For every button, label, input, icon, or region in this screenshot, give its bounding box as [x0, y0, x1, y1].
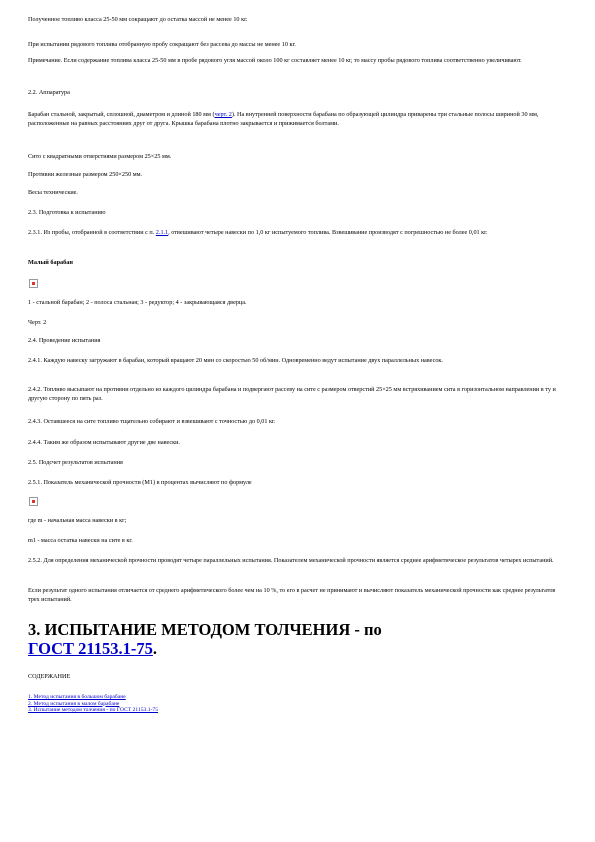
heading-text: 3. ИСПЫТАНИЕ МЕТОДОМ ТОЛЧЕНИЯ - по — [28, 620, 382, 639]
text: , отвешивают четыре навески по 1,0 кг испытуемого топлива. Взвешивание производят с погрешностью не более 0,01 кг. — [168, 229, 488, 236]
note-paragraph: Примечание. Если содержание топлива класса 25-50 мм в пробе рядового угля массой около 100 кг составляет менее 10 кг, то массу пробы рядового топлива соответственно увеличивают. — [28, 57, 522, 64]
paragraph: Сито с квадратными отверстиями размером 25×25 мм. — [28, 153, 172, 160]
paragraph: m1 - масса остатка навески на сите в кг. — [28, 537, 133, 544]
paragraph: 2.4.2. Топливо высыпают на противни отдельно из каждого цилиндра барабана и подвергают рассеву на сите с размером отверстий 25×25 мм встряхиванием сита в горизонтальном направлении в ту и другую сторону по пять раз. — [28, 386, 556, 403]
toc-title: СОДЕРЖАНИЕ — [28, 673, 71, 680]
paragraph: 2.4.3. Оставшееся на сите топливо тщательно собирают и взвешивают с точностью до 0,01 кг. — [28, 418, 276, 425]
text: ). На внутренней поверхности барабана по образующей цилиндра приварены три стальные полосы шириной 30 мм, расположенные на равных расстояниях друг от друга. Крышка барабана плотно закрывается и прижимается болтами. — [28, 111, 539, 128]
paragraph: где m - начальная масса навески в кг; — [28, 517, 127, 524]
text: Барабан стальной, закрытый, сплошной, диаметром и длиной 180 мм ( — [28, 111, 215, 118]
clause-link-2-1-1[interactable]: 2.1.1 — [155, 229, 169, 236]
paragraph: 2.5.2. Для определения механической прочности проводят четыре параллельных испытания. Показателем механической прочности является среднее арифметическое результатов четырех испытаний. — [28, 557, 554, 564]
section-heading-apparatus: 2.2. Аппаратура — [28, 89, 70, 96]
paragraph: При испытании рядового топлива отобранную пробу сокращают без рассева до массы не менее 10 кг. — [28, 41, 296, 48]
paragraph: 2.4.4. Таким же образом испытывают другие две навески. — [28, 439, 180, 446]
broken-image-icon — [29, 497, 38, 506]
paragraph: Весы технические. — [28, 189, 78, 196]
paragraph: Полученное топливо класса 25-50 мм сокращают до остатка массой не менее 10 кг. — [28, 16, 248, 23]
figure-caption: 1 - стальной барабан; 2 - полоса стальная; 3 - редуктор; 4 - закрывающаяся дверца. — [28, 299, 247, 306]
section-heading-results: 2.5. Подсчет результатов испытания — [28, 459, 123, 466]
text: 2.3.1. Из пробы, отобранной в соответствии с п. — [28, 229, 156, 236]
heading-tail: . — [152, 639, 158, 658]
paragraph: 2.4.1. Каждую навеску загружают в барабан, который вращают 20 мин со скоростью 50 об/мин. Одновременно ведут испытание двух параллельных навесок. — [28, 357, 443, 364]
toc-link-section-2[interactable]: 2. Метод испытания в малом барабане — [28, 700, 120, 707]
paragraph-weighing — [28, 228, 558, 237]
toc-link-section-3[interactable]: 3. Испытание методом толчения - по ГОСТ 21153.1-75 — [28, 707, 159, 714]
section-heading-pounding-method — [28, 620, 568, 658]
toc-item — [28, 694, 158, 701]
section-heading-procedure: 2.4. Проведение испытания — [28, 337, 101, 344]
gost-21153-link[interactable]: ГОСТ 21153.1-75 — [28, 639, 153, 658]
paragraph-drum — [28, 110, 558, 129]
table-of-contents — [28, 694, 158, 714]
paragraph: Противни железные размером 250×250 мм. — [28, 171, 143, 178]
toc-link-section-1[interactable]: 1. Метод испытания в большом барабане — [28, 694, 126, 700]
figure-label: Черт. 2 — [28, 319, 47, 326]
paragraph: Если результат одного испытания отличается от среднего арифметического более чем на 10 %, то его в расчет не принимают и вычисляют показатель механической прочности как среднее результатов трех испытаний. — [28, 587, 556, 604]
paragraph: 2.5.1. Показатель механической прочности (М1) в процентах вычисляют по формуле — [28, 479, 252, 486]
toc-item — [28, 707, 158, 714]
toc-item — [28, 701, 158, 708]
section-heading-preparation: 2.3. Подготовка к испытанию — [28, 209, 106, 216]
broken-image-icon — [29, 279, 38, 288]
figure-title-small-drum: Малый барабан — [28, 259, 73, 266]
figure-link-chert-2[interactable]: черт. 2 — [214, 111, 232, 118]
